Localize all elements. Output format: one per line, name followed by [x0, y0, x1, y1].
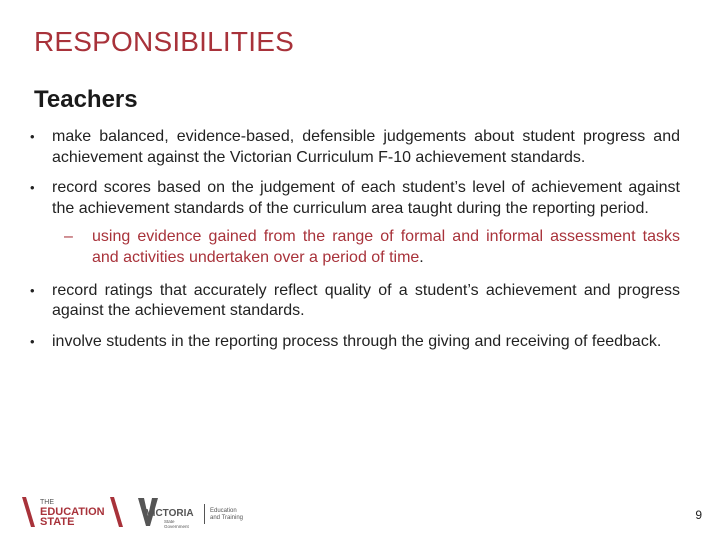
victoria-government-logo: [138, 494, 258, 535]
department-line2: and Training: [210, 515, 244, 521]
slide-title: RESPONSIBILITIES: [34, 26, 294, 57]
education-state-logo: [22, 494, 128, 535]
list-item: [30, 332, 680, 353]
list-item: [30, 178, 680, 219]
bullet-icon: •: [30, 282, 35, 298]
bullet-icon: •: [30, 180, 35, 196]
list-item: [30, 127, 680, 168]
list-item-text: involve students in the reporting process through the giving and receiving of feedback.: [52, 332, 662, 350]
bullet-icon: •: [30, 129, 35, 144]
victoria-wordmark: VICTORIA: [146, 508, 194, 519]
page-number: 9: [695, 508, 702, 522]
responsibility-list: [30, 127, 680, 362]
bullet-icon: •: [30, 333, 35, 349]
education-state-line1: THE: [40, 499, 54, 506]
section-heading: Teachers: [34, 86, 138, 113]
dash-icon: –: [64, 228, 73, 246]
education-state-line3: STATE: [40, 516, 75, 528]
sub-list-item-text: using evidence gained from the range of formal and informal assessment tasks and activities undertaken over a period of time: [92, 228, 680, 266]
list-item-text: record scores based on the judgement of each student’s level of achievement against the achievement standards of the curriculum area taught during the reporting period.: [52, 179, 680, 217]
victoria-government-text: Government: [164, 524, 189, 529]
victoria-state-text: State: [164, 519, 175, 524]
list-item-text: record ratings that accurately reflect quality of a student’s achievement and progress against the achievement standards.: [52, 281, 680, 320]
list-item: [30, 281, 680, 322]
department-line1: Education: [210, 508, 237, 514]
sub-list-item: [30, 227, 680, 268]
list-item-text: make balanced, evidence-based, defensible judgements about student progress and achievement against the Victorian Curriculum F-10 achievement standards.: [52, 128, 680, 166]
sub-list-item-period: .: [419, 248, 424, 266]
education-state-line2: EDUCATION: [40, 506, 105, 518]
